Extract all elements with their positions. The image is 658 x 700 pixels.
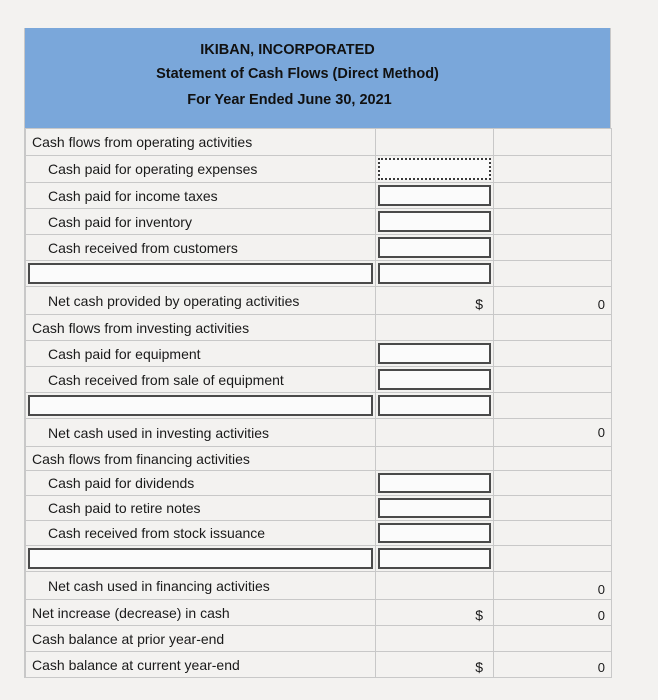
row-label: Cash balance at current year-end [26, 652, 376, 678]
table-row [26, 235, 612, 261]
table-row [26, 496, 612, 521]
row-label: Cash paid for operating expenses [26, 156, 376, 183]
row-label: Cash received from sale of equipment [26, 367, 376, 393]
statement-table [25, 128, 612, 678]
table-row [26, 341, 612, 367]
row-label: Cash received from customers [26, 235, 376, 261]
table-row [26, 626, 612, 652]
table-row [26, 521, 612, 546]
amount-input-operating-expenses[interactable] [378, 158, 491, 180]
amount-input-customers[interactable] [378, 237, 491, 258]
table-row [26, 546, 612, 572]
net-increase-value: 0 [597, 608, 605, 623]
amount-input-dividends[interactable] [378, 473, 491, 493]
amount-input-stock-issuance[interactable] [378, 523, 491, 543]
row-label: Cash paid to retire notes [26, 496, 376, 521]
net-operating-value: 0 [597, 297, 605, 312]
table-row [26, 315, 612, 341]
table-row [26, 652, 612, 678]
amount-input-retire-notes[interactable] [378, 498, 491, 518]
amount-input-income-taxes[interactable] [378, 185, 491, 206]
amount-input-operating-extra[interactable] [378, 263, 491, 284]
row-label: Net cash used in investing activities [26, 419, 376, 447]
table-row [26, 471, 612, 496]
statement-period: For Year Ended June 30, 2021 [187, 92, 392, 108]
amount-input-sale-equipment[interactable] [378, 369, 491, 390]
operating-section-label: Cash flows from operating activities [26, 129, 376, 156]
row-label: Cash paid for equipment [26, 341, 376, 367]
company-name: IKIBAN, INCORPORATED [200, 42, 375, 58]
cash-current-value: 0 [597, 660, 605, 675]
statement-title: Statement of Cash Flows (Direct Method) [156, 66, 439, 82]
amount-input-financing-extra[interactable] [378, 548, 491, 569]
dollar-sign: $ [475, 296, 483, 312]
table-row [26, 209, 612, 235]
table-row [26, 419, 612, 447]
net-financing-value: 0 [597, 582, 605, 597]
row-label: Cash paid for inventory [26, 209, 376, 235]
cash-flow-statement [24, 28, 611, 678]
label-input-operating-extra[interactable] [28, 263, 373, 284]
table-row [26, 393, 612, 419]
row-label: Net cash provided by operating activities [26, 287, 376, 315]
financing-section-label: Cash flows from financing activities [26, 447, 376, 471]
statement-header [25, 28, 611, 128]
row-label: Cash paid for income taxes [26, 183, 376, 209]
amount-input-equipment[interactable] [378, 343, 491, 364]
net-investing-value: 0 [597, 425, 605, 440]
dollar-sign: $ [475, 607, 483, 623]
row-label: Cash balance at prior year-end [26, 626, 376, 652]
amount-input-inventory[interactable] [378, 211, 491, 232]
row-label: Net cash used in financing activities [26, 572, 376, 600]
dollar-sign: $ [475, 659, 483, 675]
table-row [26, 287, 612, 315]
label-input-financing-extra[interactable] [28, 548, 373, 569]
amount-input-investing-extra[interactable] [378, 395, 491, 416]
table-row [26, 600, 612, 626]
row-label: Cash paid for dividends [26, 471, 376, 496]
table-row [26, 183, 612, 209]
table-row [26, 261, 612, 287]
table-row [26, 447, 612, 471]
table-row [26, 572, 612, 600]
row-label: Cash received from stock issuance [26, 521, 376, 546]
table-row [26, 129, 612, 156]
row-label: Net increase (decrease) in cash [26, 600, 376, 626]
table-row [26, 156, 612, 183]
investing-section-label: Cash flows from investing activities [26, 315, 376, 341]
label-input-investing-extra[interactable] [28, 395, 373, 416]
table-row [26, 367, 612, 393]
